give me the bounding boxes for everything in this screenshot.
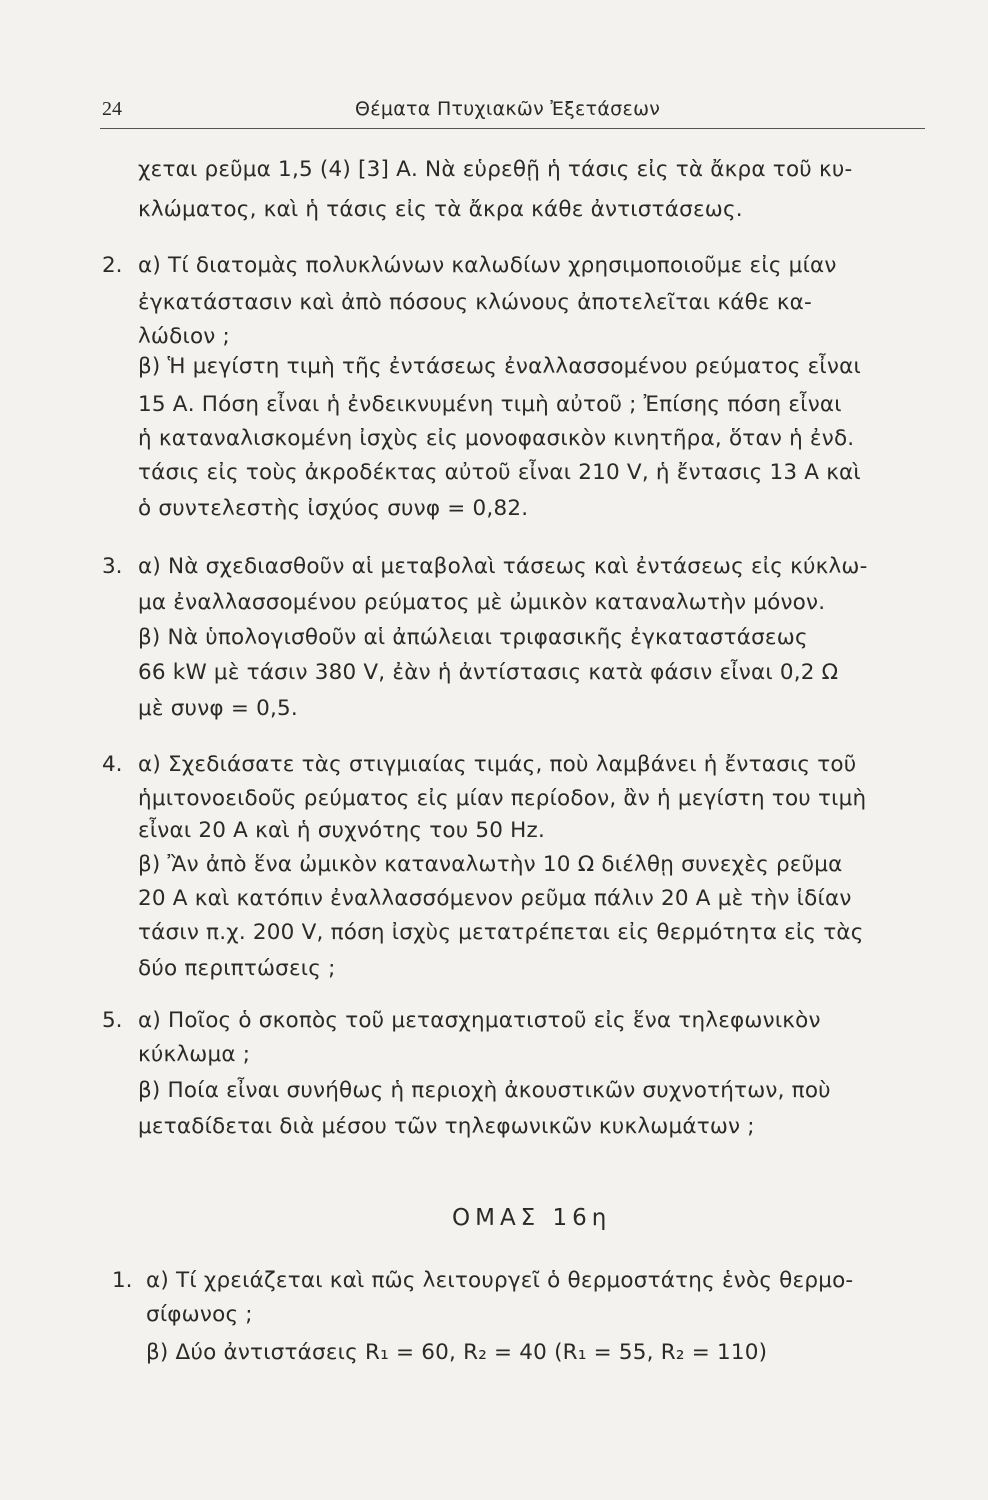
text-line: α) Ποῖος ὁ σκοπὸς τοῦ μετασχηματιστοῦ εἰς ἕνα τηλεφωνικὸν (138, 1008, 821, 1033)
text-line: εἶναι 20 Α καὶ ἡ συχνότης του 50 Hz. (138, 818, 546, 843)
text-line: λώδιον ; (138, 324, 230, 349)
text-line: β) Νὰ ὑπολογισθοῦν αἱ ἀπώλειαι τριφασικῆς ἐγκαταστάσεως (138, 625, 808, 650)
text-line: σίφωνος ; (146, 1302, 253, 1327)
page-header (100, 98, 960, 132)
text-line: 20 Α καὶ κατόπιν ἐναλλασσόμενον ρεῦμα πάλιν 20 Α μὲ τὴν ἰδίαν (138, 886, 852, 911)
text-line: 66 kW μὲ τάσιν 380 V, ἐὰν ἡ ἀντίστασις κατὰ φάσιν εἶναι 0,2 Ω (138, 660, 839, 685)
text-line: μὲ συνφ = 0,5. (138, 696, 298, 721)
running-title: Θέματα Πτυχιακῶν Ἐξετάσεων (355, 98, 661, 120)
text-line: β) Ἂν ἀπὸ ἕνα ὠμικὸν καταναλωτὴν 10 Ω διέλθῃ συνεχὲς ρεῦμα (138, 852, 843, 877)
text-line: α) Τί διατομὰς πολυκλώνων καλωδίων χρησιμοποιοῦμε εἰς μίαν (138, 253, 837, 278)
text-line: ἡμιτονοειδοῦς ρεύματος εἰς μίαν περίοδον, ἂν ἡ μεγίστη του τιμὴ (138, 786, 867, 811)
text-line: τάσιν π.χ. 200 V, πόση ἰσχὺς μετατρέπεται εἰς θερμότητα εἰς τὰς (138, 920, 864, 945)
page-number: 24 (102, 98, 122, 120)
exercise-number: 4. (102, 752, 123, 777)
text-line: β) Ἡ μεγίστη τιμὴ τῆς ἐντάσεως ἐναλλασσομένου ρεύματος εἶναι (138, 354, 861, 379)
text-line: τάσις εἰς τοὺς ἀκροδέκτας αὐτοῦ εἶναι 210 V, ἡ ἔντασις 13 Α καὶ (138, 460, 861, 485)
exercise-number: 1. (112, 1268, 133, 1293)
text-line: β) Δύο ἀντιστάσεις R₁ = 60, R₂ = 40 (R₁ = 55, R₂ = 110) (146, 1340, 768, 1365)
group-heading: ΟΜΑΣ 16η (452, 1205, 612, 1231)
text-line: μεταδίδεται διὰ μέσου τῶν τηλεφωνικῶν κυκλωμάτων ; (138, 1114, 755, 1139)
text-line: κύκλωμα ; (138, 1042, 251, 1067)
exercise-number: 2. (102, 253, 123, 278)
text-line: 15 Α. Πόση εἶναι ἡ ἐνδεικνυμένη τιμὴ αὐτοῦ ; Ἐπίσης πόση εἶναι (138, 392, 842, 417)
text-line: α) Τί χρειάζεται καὶ πῶς λειτουργεῖ ὁ θερμοστάτης ἑνὸς θερμο- (146, 1268, 854, 1293)
text-line: χεται ρεῦμα 1,5 (4) [3] Α. Νὰ εὑρεθῇ ἡ τάσις εἰς τὰ ἄκρα τοῦ κυ- (138, 157, 853, 182)
text-line: ἐγκατάστασιν καὶ ἀπὸ πόσους κλώνους ἀποτελεῖται κάθε κα- (138, 290, 813, 315)
header-rule (100, 128, 925, 129)
text-line: β) Ποία εἶναι συνήθως ἡ περιοχὴ ἀκουστικῶν συχνοτήτων, ποὺ (138, 1078, 831, 1103)
exercise-number: 5. (102, 1008, 123, 1033)
exercise-number: 3. (102, 554, 123, 579)
text-line: κλώματος, καὶ ἡ τάσις εἰς τὰ ἄκρα κάθε ἀντιστάσεως. (138, 197, 743, 222)
text-line: α) Σχεδιάσατε τὰς στιγμιαίας τιμάς, ποὺ λαμβάνει ἡ ἔντασις τοῦ (138, 752, 857, 777)
text-line: α) Νὰ σχεδιασθοῦν αἱ μεταβολαὶ τάσεως καὶ ἐντάσεως εἰς κύκλω- (138, 554, 868, 579)
text-line: δύο περιπτώσεις ; (138, 956, 336, 981)
text-line: ἡ καταναλισκομένη ἰσχὺς εἰς μονοφασικὸν κινητῆρα, ὅταν ἡ ἐνδ. (138, 426, 855, 451)
text-line: ὁ συντελεστὴς ἰσχύος συνφ = 0,82. (138, 496, 529, 521)
text-line: μα ἐναλλασσομένου ρεύματος μὲ ὠμικὸν καταναλωτὴν μόνον. (138, 590, 826, 615)
